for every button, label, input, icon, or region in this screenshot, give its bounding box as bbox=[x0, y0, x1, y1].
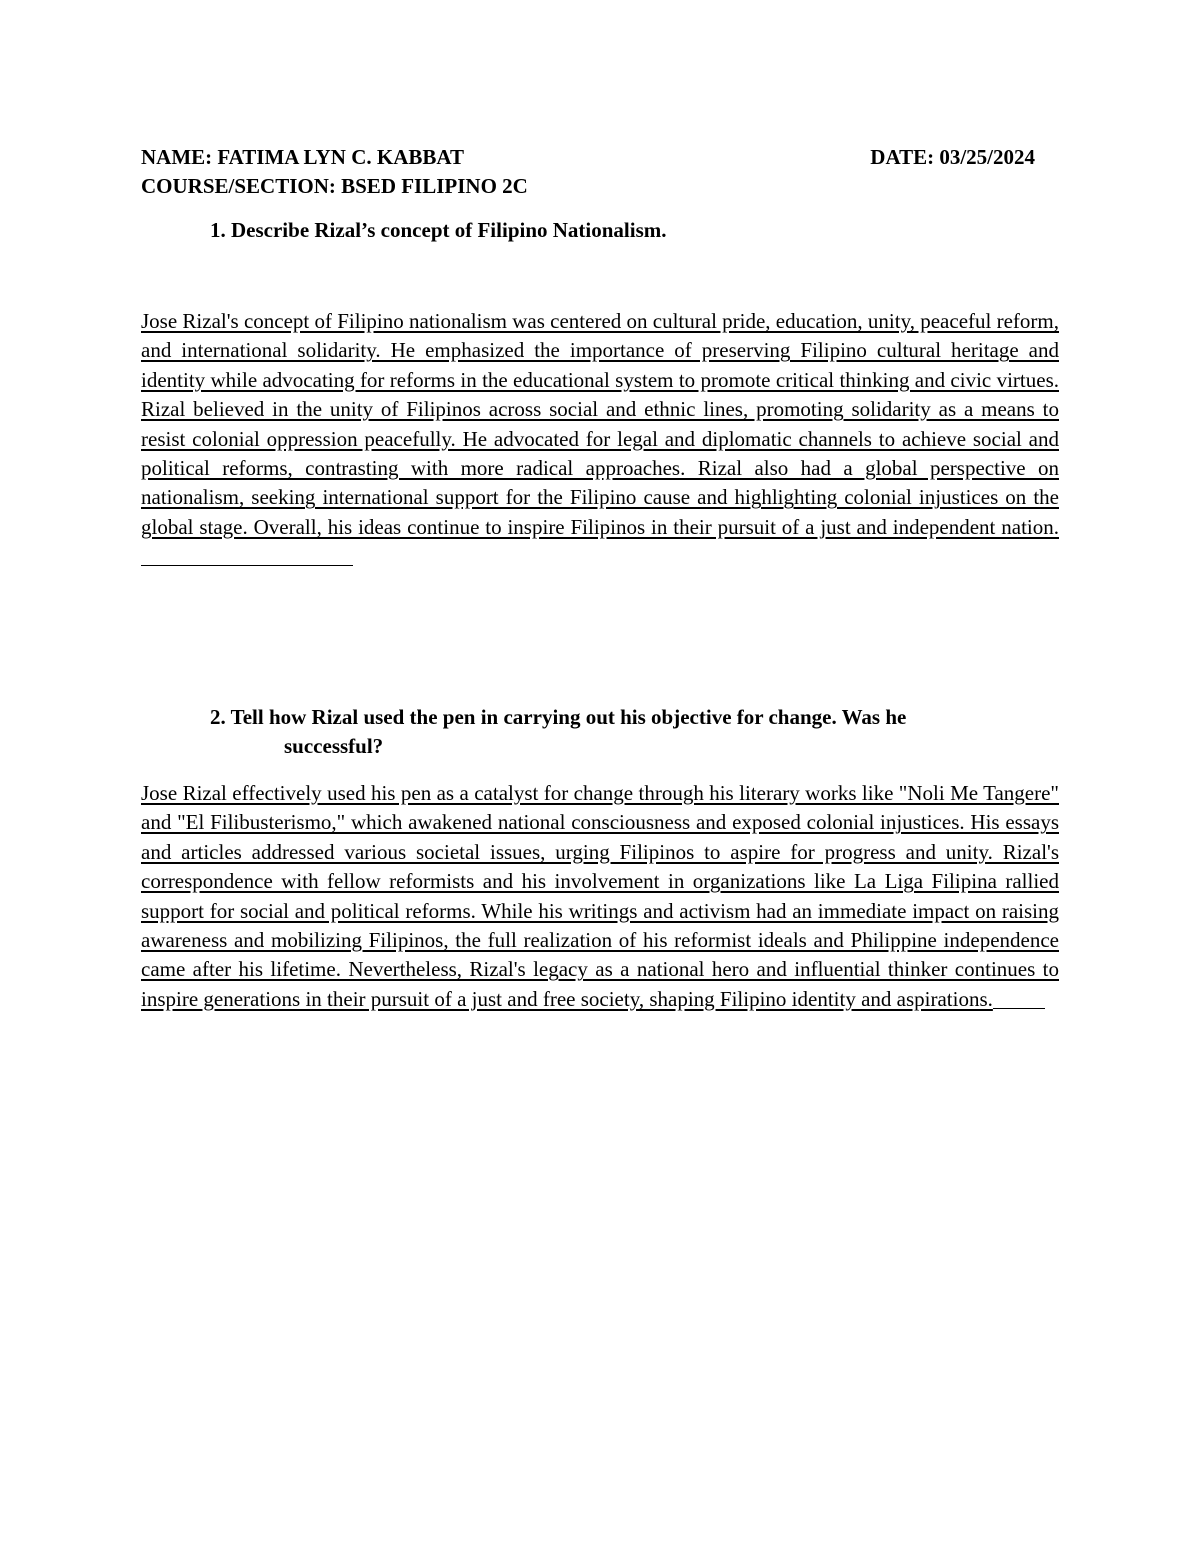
answer-2 bbox=[141, 779, 1059, 1014]
answer-1-blank-line bbox=[141, 545, 353, 566]
course-section: COURSE/SECTION: BSED FILIPINO 2C bbox=[141, 174, 528, 198]
answer-1 bbox=[141, 307, 1059, 572]
question-2-text-line2: successful? bbox=[284, 734, 384, 758]
question-1 bbox=[210, 216, 1030, 245]
answer-2-blank-line bbox=[993, 988, 1045, 1009]
question-2-text-line1: 2. Tell how Rizal used the pen in carrying out his objective for change. Was he bbox=[210, 705, 907, 729]
question-2 bbox=[210, 703, 1030, 761]
submission-date: DATE: 03/25/2024 bbox=[870, 145, 1035, 169]
question-1-text: 1. Describe Rizal’s concept of Filipino Nationalism. bbox=[210, 218, 667, 242]
document-header bbox=[141, 143, 1061, 201]
answer-2-text: Jose Rizal effectively used his pen as a catalyst for change through his literary works like "Noli Me Tangere" and "El Filibusterismo," which awakened national consciousness and exposed colonial injustices. His essays and articles addressed various societal issues, urging Filipinos to aspire for progress and unity. Rizal's correspondence with fellow reformists and his involvement in organizations like La Liga Filipina rallied support for social and political reforms. While his writings and activism had an immediate impact on raising awareness and mobilizing Filipinos, the full realization of his reformist ideals and Philippine independence came after his lifetime. Nevertheless, Rizal's legacy as a national hero and influential thinker continues to inspire generations in their pursuit of a just and free society, shaping Filipino identity and aspirations. bbox=[141, 781, 1059, 1011]
answer-1-text: Jose Rizal's concept of Filipino nationalism was centered on cultural pride, education, unity, peaceful reform, and international solidarity. He emphasized the importance of preserving Filipino cultural heritage and identity while advocating for reforms in the educational system to promote critical thinking and civic virtues. Rizal believed in the unity of Filipinos across social and ethnic lines, promoting solidarity as a means to resist colonial oppression peacefully. He advocated for legal and diplomatic channels to achieve social and political reforms, contrasting with more radical approaches. Rizal also had a global perspective on nationalism, seeking international support for the Filipino cause and highlighting colonial injustices on the global stage. Overall, his ideas continue to inspire Filipinos in their pursuit of a just and independent nation. bbox=[141, 309, 1059, 539]
student-name: NAME: FATIMA LYN C. KABBAT bbox=[141, 145, 464, 169]
header-row bbox=[141, 143, 1061, 172]
